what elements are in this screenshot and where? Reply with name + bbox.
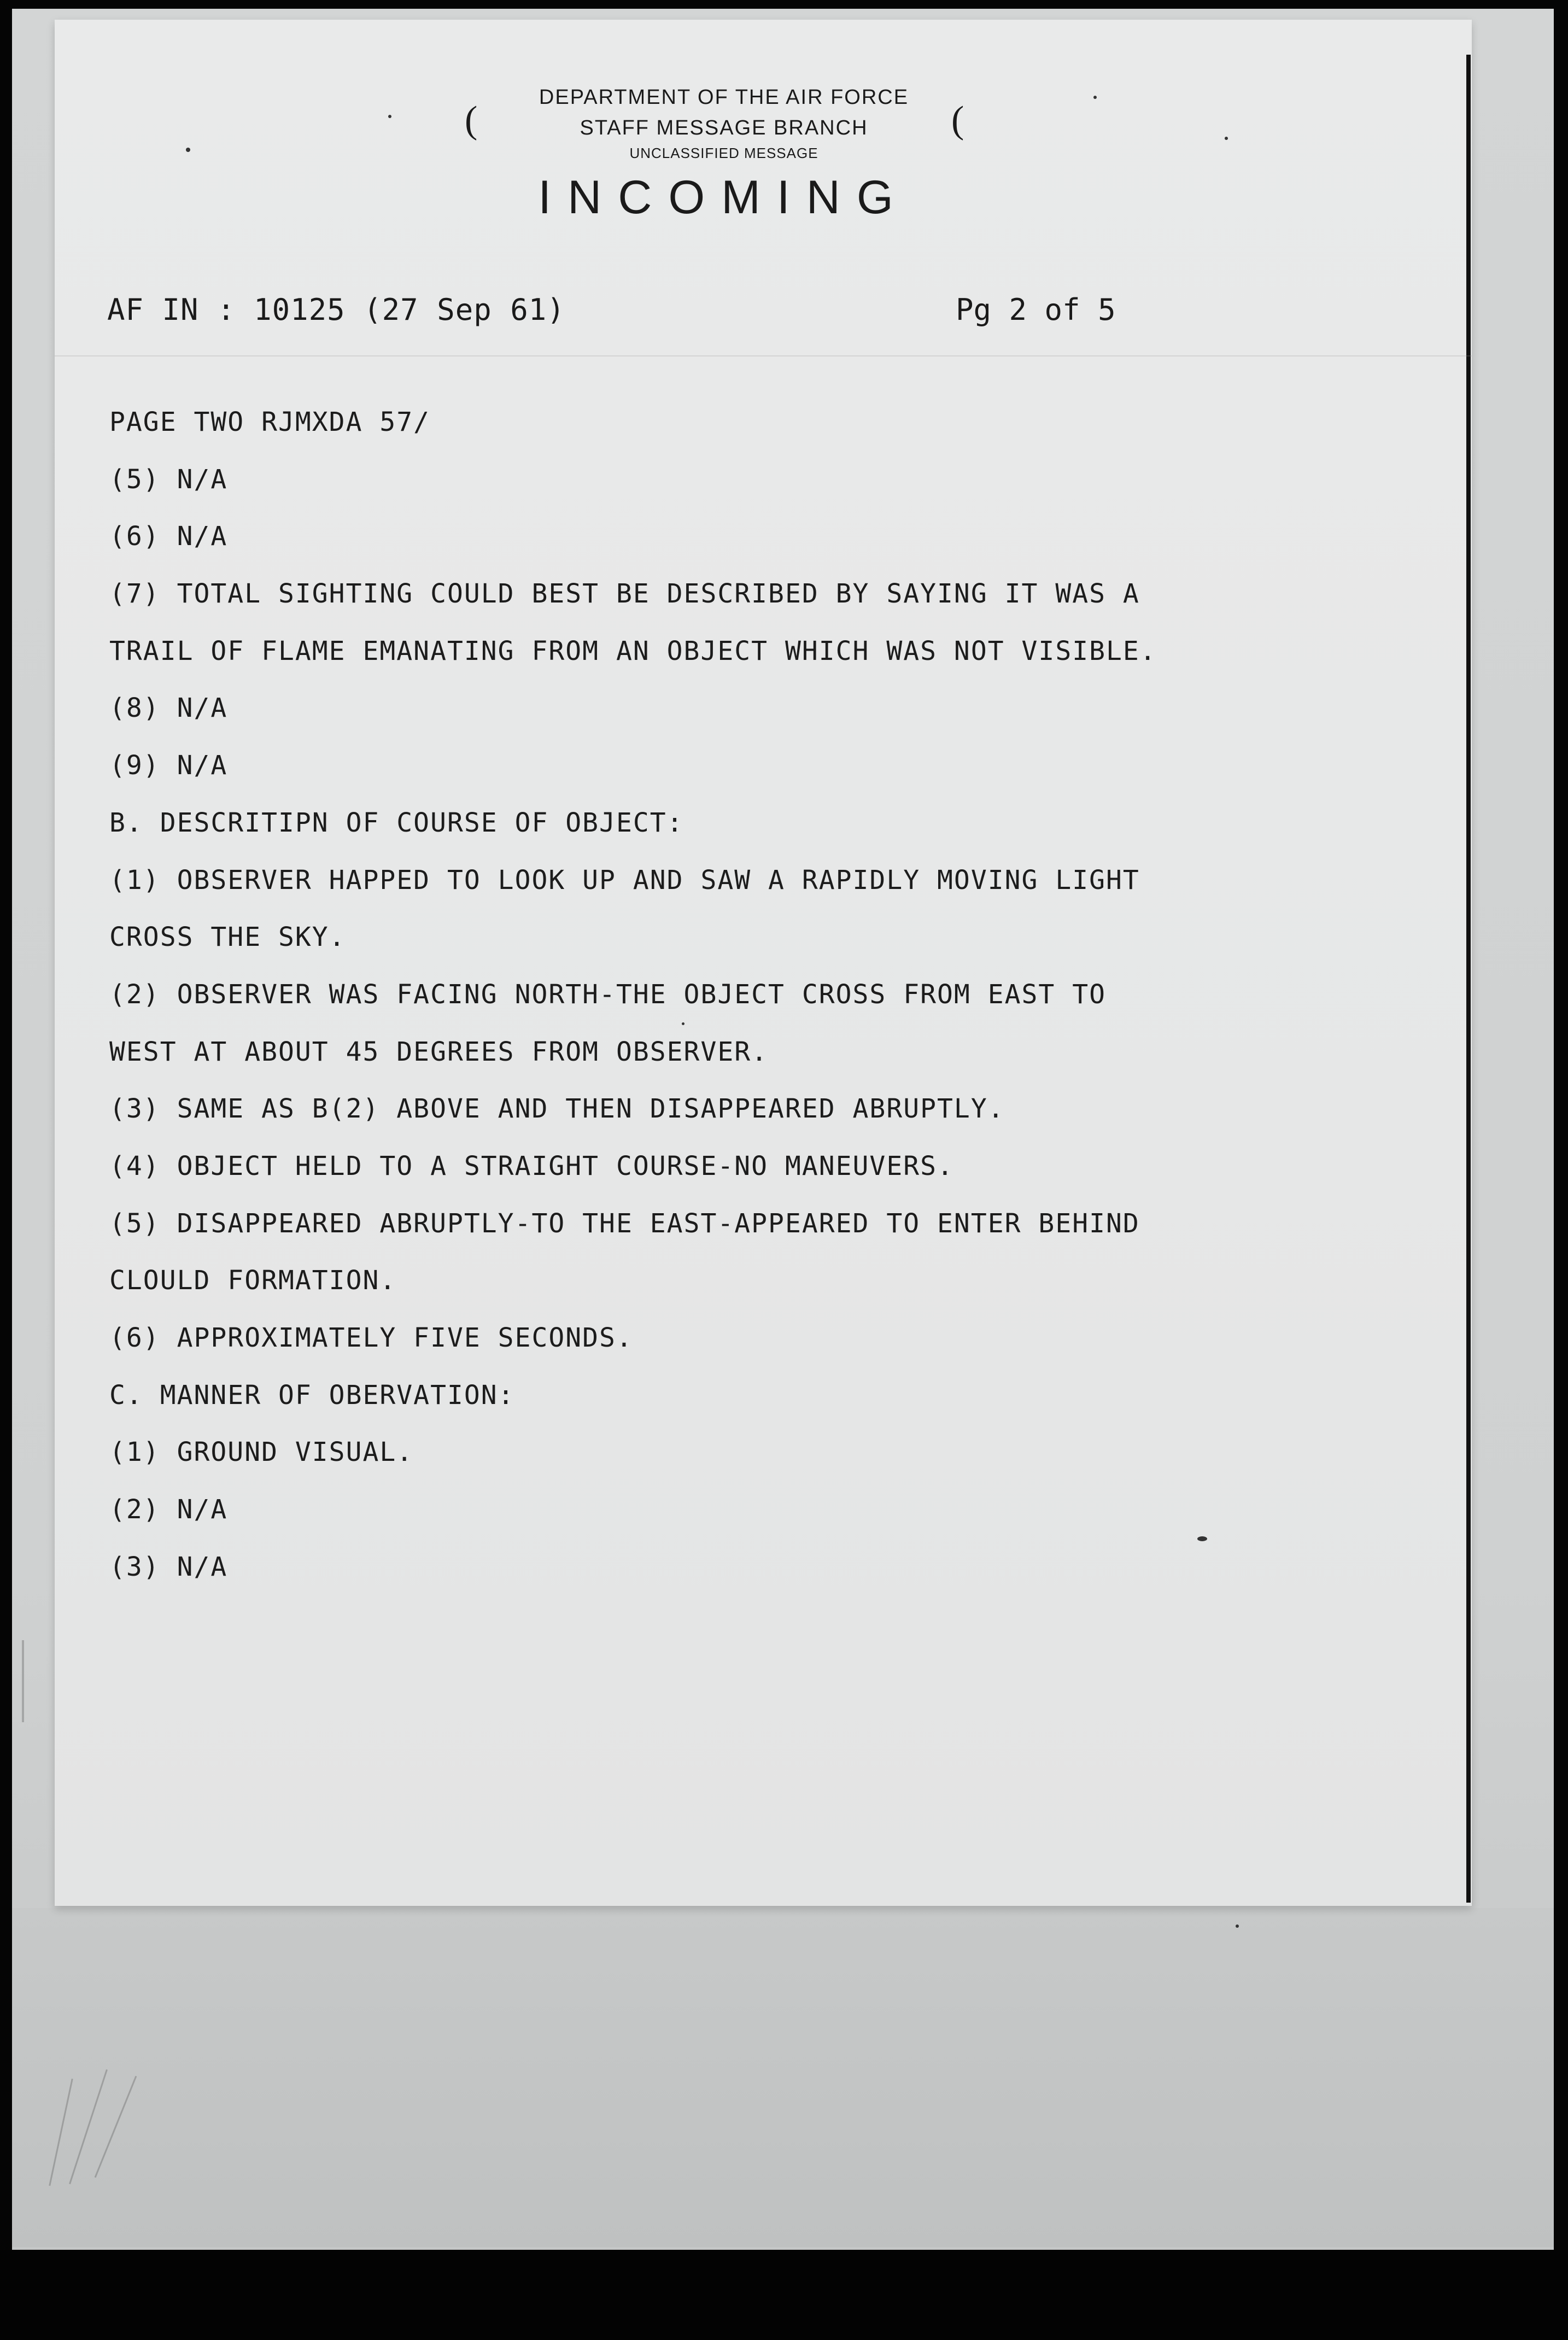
body-line: B. DESCRITIPN OF COURSE OF OBJECT: (109, 807, 684, 838)
scan-bottom-band (0, 2250, 1568, 2340)
sheet-edge-shadow (1466, 55, 1471, 1903)
body-line: (6) N/A (109, 521, 228, 552)
body-line: (8) N/A (109, 693, 228, 724)
body-line: PAGE TWO RJMXDA 57/ (109, 407, 431, 437)
page-indicator: Pg 2 of 5 (956, 292, 1116, 327)
scan-speck (1225, 137, 1228, 140)
body-line: (5) N/A (109, 464, 228, 495)
body-line: (1) GROUND VISUAL. (109, 1437, 414, 1468)
incoming-title: INCOMING (538, 171, 910, 224)
header-right-paren: ( (951, 99, 964, 141)
scan-speck (682, 1022, 684, 1025)
body-line: (4) OBJECT HELD TO A STRAIGHT COURSE-NO MANEUVERS. (109, 1150, 954, 1181)
header-left-paren: ( (465, 99, 478, 141)
body-line: (5) DISAPPEARED ABRUPTLY-TO THE EAST-APPEARED TO ENTER BEHIND (109, 1208, 1140, 1239)
body-line: WEST AT ABOUT 45 DEGREES FROM OBSERVER. (109, 1036, 769, 1067)
message-id: AF IN : 10125 (27 Sep 61) (107, 292, 565, 327)
body-line: TRAIL OF FLAME EMANATING FROM AN OBJECT WHICH WAS NOT VISIBLE. (109, 635, 1157, 666)
body-line: (7) TOTAL SIGHTING COULD BEST BE DESCRIBED BY SAYING IT WAS A (109, 578, 1140, 610)
classification-label: UNCLASSIFIED MESSAGE (629, 145, 818, 161)
branch-title: STAFF MESSAGE BRANCH (580, 116, 868, 139)
scan-speck (1093, 96, 1097, 99)
scan-speck (1197, 1536, 1207, 1541)
body-line: CLOULD FORMATION. (109, 1265, 397, 1296)
scan-speck (388, 115, 391, 118)
body-line: (3) SAME AS B(2) ABOVE AND THEN DISAPPEARED ABRUPTLY. (109, 1093, 1005, 1125)
body-line: (2) N/A (109, 1494, 228, 1525)
department-title: DEPARTMENT OF THE AIR FORCE (539, 86, 909, 109)
sheet-fold-line (55, 355, 1472, 356)
scan-speck (186, 148, 190, 152)
scan-backdrop-lower (12, 1908, 1554, 2247)
scan-scratch (22, 1640, 24, 1722)
body-line: (2) OBSERVER WAS FACING NORTH-THE OBJECT CROSS FROM EAST TO (109, 979, 1107, 1010)
body-line: (6) APPROXIMATELY FIVE SECONDS. (109, 1323, 633, 1353)
body-line: C. MANNER OF OBERVATION: (109, 1379, 515, 1411)
message-body (109, 406, 1394, 1607)
body-line: (1) OBSERVER HAPPED TO LOOK UP AND SAW A RAPIDLY MOVING LIGHT (109, 864, 1140, 896)
body-line: (9) N/A (109, 750, 228, 781)
scan-speck (1236, 1924, 1239, 1928)
body-line: CROSS THE SKY. (109, 922, 346, 953)
body-line: (3) N/A (109, 1551, 228, 1582)
message-header (0, 82, 1448, 227)
